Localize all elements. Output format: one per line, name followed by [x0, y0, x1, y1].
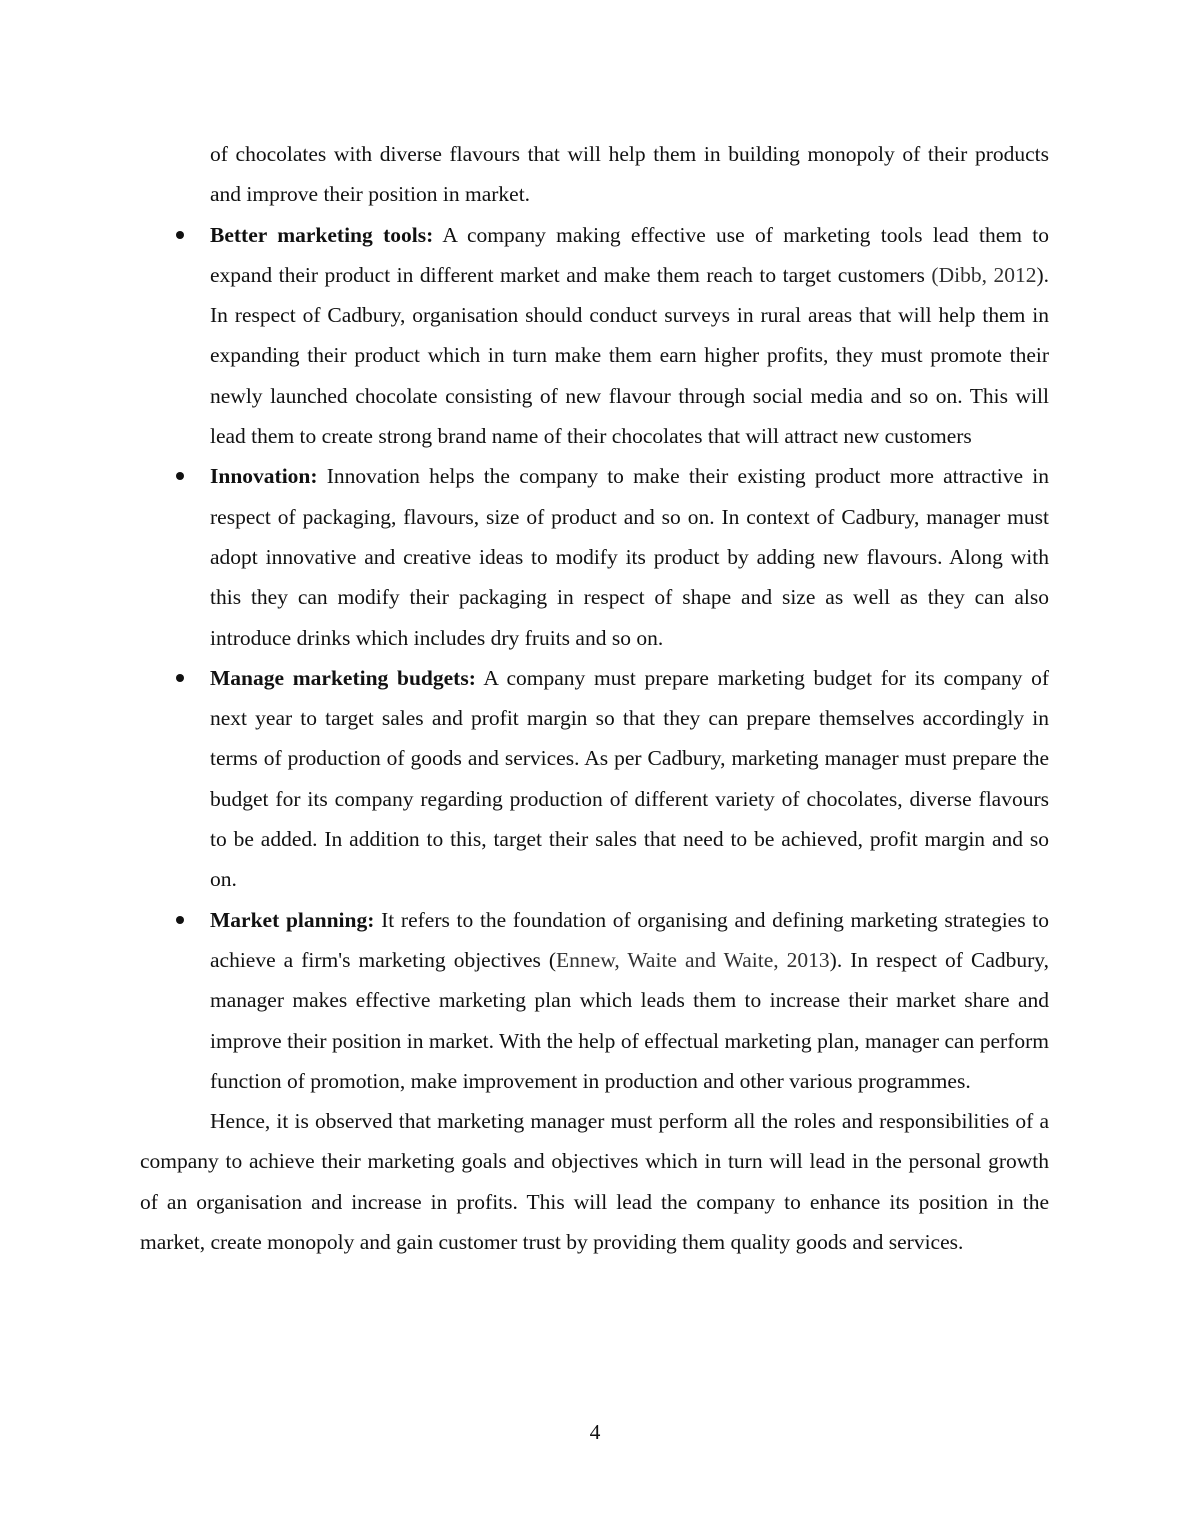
page-body: [140, 134, 1049, 1262]
closing-paragraph: Hence, it is observed that marketing manager must perform all the roles and responsibilities of a company to achieve their marketing goals and objectives which in turn will lead in the personal growth of an organisation and increase in profits. This will lead the company to enhance its position in the market, create monopoly and gain customer trust by providing them quality goods and services.: [140, 1109, 1049, 1255]
bullet-term: Manage marketing budgets:: [210, 665, 476, 690]
page-number: 4: [589, 1420, 601, 1444]
bullet-text: A company making effective use of marketing tools lead them to expand their product in different market and make them reach to target customers: [210, 222, 1049, 287]
bullet-term: Innovation:: [210, 464, 318, 489]
bullet-text-continued: ). In respect of Cadbury, manager makes effective marketing plan which leads them to increase their market share and improve their position in market. With the help of effectual marketing plan, manager can perform function of promotion, make improvement in production and other various programmes.: [210, 947, 1050, 1093]
bullet-text: Innovation helps the company to make their existing product more attractive in respect of packaging, flavours, size of product and so on. In context of Cadbury, manager must adopt innovative and creative ideas to modify its product by adding new flavours. Along with this they can modify their packaging in respect of shape and size as well as they can also introduce drinks which includes dry fruits and so on.: [210, 464, 1049, 650]
bullet-dot-icon: [176, 231, 184, 239]
intro-continuation: of chocolates with diverse flavours that will help them in building monopoly of their products and improve their position in market.: [210, 142, 1049, 207]
citation: (Dibb, 2012: [931, 262, 1037, 287]
bullet-term: Market planning:: [210, 907, 375, 932]
bullet-text: A company must prepare marketing budget for its company of next year to target sales and profit margin so that they can prepare themselves accordingly in terms of production of goods and services. As per Cadbury, marketing manager must prepare the budget for its company regarding production of different variety of chocolates, diverse flavours to be added. In addition to this, target their sales that need to be achieved, profit margin and so on.: [210, 665, 1050, 892]
bullet-term: Better marketing tools:: [210, 222, 434, 247]
bullet-text: It refers to the foundation of organising and defining marketing strategies to achieve a firm's marketing objectives (: [210, 907, 1050, 972]
bullet-dot-icon: [176, 472, 184, 480]
citation: Ennew, Waite and Waite, 2013: [556, 947, 830, 972]
bullet-dot-icon: [176, 916, 184, 924]
bullet-text-continued: ). In respect of Cadbury, organisation should conduct surveys in rural areas that will help them in expanding their product which in turn make them earn higher profits, they must promote their newly launched chocolate consisting of new flavour through social media and so on. This will lead them to create strong brand name of their chocolates that will attract new customers: [210, 262, 1049, 449]
bullet-innovation: [140, 456, 1049, 657]
bullet-better-marketing-tools: [140, 215, 1049, 457]
bullet-list: [140, 215, 1049, 1102]
bullet-manage-marketing-budgets: [140, 658, 1049, 900]
bullet-market-planning: [140, 900, 1049, 1101]
bullet-dot-icon: [176, 674, 184, 682]
